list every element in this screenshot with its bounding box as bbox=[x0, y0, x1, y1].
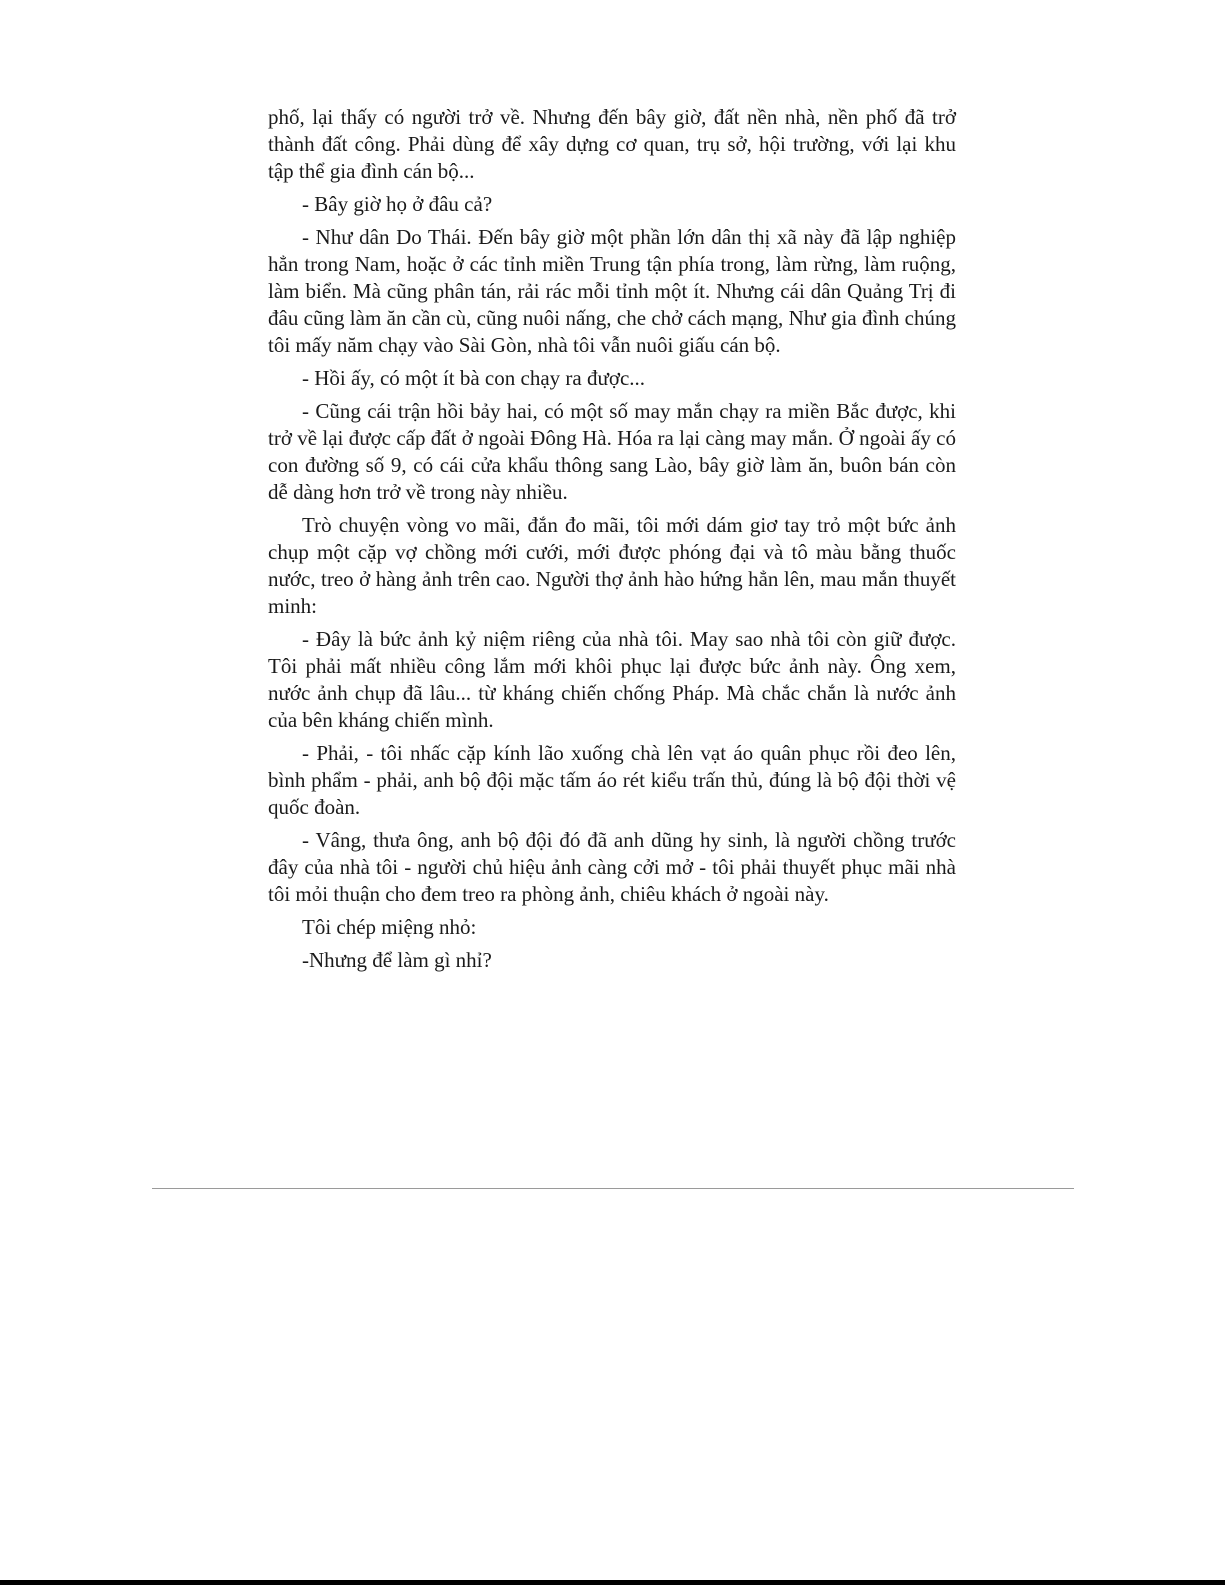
paragraph-11: -Nhưng để làm gì nhỉ? bbox=[302, 948, 492, 972]
paragraph-9: - Vâng, thưa ông, anh bộ đội đó đã anh dũng hy sinh, là người chồng trước đây của nhà tôi - người chủ hiệu ảnh càng cởi mở - tôi phải thuyết phục mãi nhà tôi mỏi thuận cho đem treo ra phòng ảnh, chiêu khách ở ngoài này. bbox=[268, 828, 956, 906]
page-divider bbox=[152, 1188, 1074, 1189]
paragraph-10: Tôi chép miệng nhỏ: bbox=[302, 915, 477, 939]
paragraph-1: phố, lại thấy có người trở về. Nhưng đến bây giờ, đất nền nhà, nền phố đã trở thành đất công. Phải dùng để xây dựng cơ quan, trụ sở, hội trường, với lại khu tập thể gia đình cán bộ... bbox=[268, 105, 956, 183]
paragraph-4: - Hồi ấy, có một ít bà con chạy ra được... bbox=[302, 366, 646, 390]
paragraph-6: Trò chuyện vòng vo mãi, đắn đo mãi, tôi mới dám giơ tay trỏ một bức ảnh chụp một cặp vợ chồng mới cưới, mới được phóng đại và tô màu bằng thuốc nước, treo ở hàng ảnh trên cao. Người thợ ảnh hào hứng hẳn lên, mau mắn thuyết minh: bbox=[268, 513, 956, 618]
text-body bbox=[268, 104, 956, 980]
paragraph-3: - Như dân Do Thái. Đến bây giờ một phần lớn dân thị xã này đã lập nghiệp hẳn trong Nam, hoặc ở các tỉnh miền Trung tận phía trong, làm rừng, làm ruộng, làm biển. Mà cũng phân tán, rải rác mỗi tỉnh một ít. Nhưng cái dân Quảng Trị đi đâu cũng làm ăn cần cù, cũng nuôi nấng, che chở cách mạng, Như gia đình chúng tôi mấy năm chạy vào Sài Gòn, nhà tôi vẫn nuôi giấu cán bộ. bbox=[268, 225, 956, 357]
paragraph-5: - Cũng cái trận hồi bảy hai, có một số may mắn chạy ra miền Bắc được, khi trở về lại được cấp đất ở ngoài Đông Hà. Hóa ra lại càng may mắn. Ở ngoài ấy có con đường số 9, có cái cửa khẩu thông sang Lào, bây giờ làm ăn, buôn bán còn dễ dàng hơn trở về trong này nhiều. bbox=[268, 399, 956, 504]
paragraph-7: - Đây là bức ảnh kỷ niệm riêng của nhà tôi. May sao nhà tôi còn giữ được. Tôi phải mất nhiều công lắm mới khôi phục lại được bức ảnh này. Ông xem, nước ảnh chụp đã lâu... từ kháng chiến chống Pháp. Mà chắc chắn là nước ảnh của bên kháng chiến mình. bbox=[268, 627, 956, 732]
paragraph-2: - Bây giờ họ ở đâu cả? bbox=[302, 192, 493, 216]
bottom-edge-bar bbox=[0, 1580, 1225, 1585]
paragraph-8: - Phải, - tôi nhấc cặp kính lão xuống chà lên vạt áo quân phục rồi đeo lên, bình phẩm - phải, anh bộ đội mặc tấm áo rét kiểu trấn thủ, đúng là bộ đội thời vệ quốc đoàn. bbox=[268, 741, 956, 819]
